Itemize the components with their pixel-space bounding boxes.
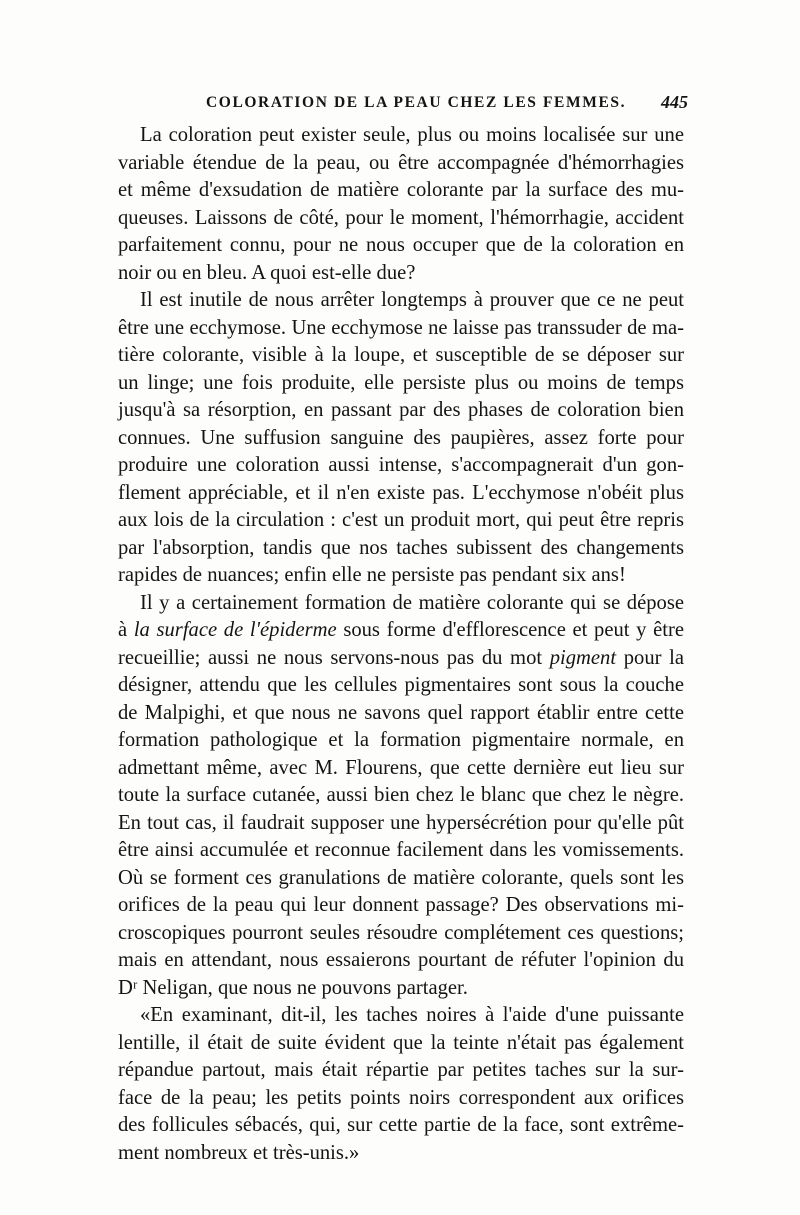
text-line: orifices de la peau qui leur donnent passage? Des observations mi- [118,894,684,916]
emphasis: pigment [549,646,617,669]
text-line [118,645,684,673]
text-line: Dʳ Neligan, que nous ne pouvons partager. [118,976,468,999]
text-line: «En examinant, dit-il, les taches noires à l'aide d'une puissante [140,1004,684,1026]
text-line: désigner, attendu que les cellules pigmentaires sont sous la couche [118,674,684,696]
text-line: croscopiques pourront seules résoudre complétement ces questions; [118,921,684,944]
text-line: mais en attendant, nous essaierons pourtant de réfuter l'opinion du [118,949,684,971]
text-line: queuses. Laissons de côté, pour le moment, l'hémorrhagie, accident [118,206,684,229]
text-line: face de la peau; les petits points noirs correspondent aux orifices [118,1086,684,1109]
text-line: admettant même, avec M. Flourens, que cette dernière eut lieu sur [118,756,684,779]
text-line: flement appréciable, et il n'en existe pas. L'ecchymose n'obéit plus [118,481,684,504]
text-line: formation pathologique et la formation pigmentaire normale, en [118,729,684,751]
text-line: connues. Une suffusion sanguine des paupières, assez forte pour [118,426,684,449]
text-line: Il est inutile de nous arrêter longtemps à prouver que ce ne peut [140,289,684,311]
text-line: être ainsi accumulée et reconnue facilement dans les vomissements. [118,839,684,861]
body-text [118,122,684,1167]
text-line: En tout cas, il faudrait supposer une hypersécrétion pour qu'elle pût [118,811,684,834]
text-line: rapides de nuances; enfin elle ne persiste pas pendant six ans! [118,564,626,586]
text-line: Il y a certainement formation de matière colorante qui se dépose [140,591,684,614]
text-line [118,617,684,645]
text-run: sous forme d'efflorescence et peut y être [336,619,684,641]
text-line: par l'absorption, tandis que nos taches subissent des changements [118,536,684,559]
emphasis: la surface de l'épiderme [133,619,337,641]
text-run: recueillie; aussi ne nous servons-nous pas du mot [118,646,550,669]
page-number: 445 [661,92,688,112]
text-run: à [118,619,134,641]
text-line: ment nombreux et très-unis.» [118,1141,360,1164]
text-line: des follicules sébacés, qui, sur cette partie de la face, sont extrême- [118,1114,684,1136]
text-line: lentille, il était de suite évident que la teinte n'était pas également [118,1031,684,1054]
text-line: parfaitement connu, pour ne nous occuper que de la coloration en [118,234,684,256]
text-line: aux lois de la circulation : c'est un produit mort, qui peut être repris [118,509,684,531]
text-line: de Malpighi, et que nous ne savons quel rapport établir entre cette [118,701,684,724]
text-line: produire une coloration aussi intense, s'accompagnerait d'un gon- [118,454,684,476]
text-line: répandue partout, mais était répartie par petites taches sur la sur- [118,1059,684,1081]
text-line: toute la surface cutanée, aussi bien chez le blanc que chez le nègre. [118,784,684,806]
text-line: être une ecchymose. Une ecchymose ne laisse pas transsuder de ma- [118,316,684,339]
text-line: noir ou en bleu. A quoi est-elle due? [118,261,416,284]
text-line: et même d'exsudation de matière colorante par la surface des mu- [118,179,684,201]
text-line: Où se forment ces granulations de matière colorante, quels sont les [118,866,684,889]
running-title: COLORATION DE LA PEAU CHEZ LES FEMMES. [206,94,627,111]
text-line: un linge; une fois produite, elle persiste plus ou moins de temps [118,371,684,394]
text-line: La coloration peut exister seule, plus ou moins localisée sur une [140,124,684,146]
running-head [118,94,688,116]
text-run: pour la [616,646,684,669]
text-line: variable étendue de la peau, ou être accompagnée d'hémorrhagies [118,151,684,174]
text-line: jusqu'à sa résorption, en passant par des phases de coloration bien [118,399,684,421]
text-line: tière colorante, visible à la loupe, et susceptible de se déposer sur [118,344,684,366]
